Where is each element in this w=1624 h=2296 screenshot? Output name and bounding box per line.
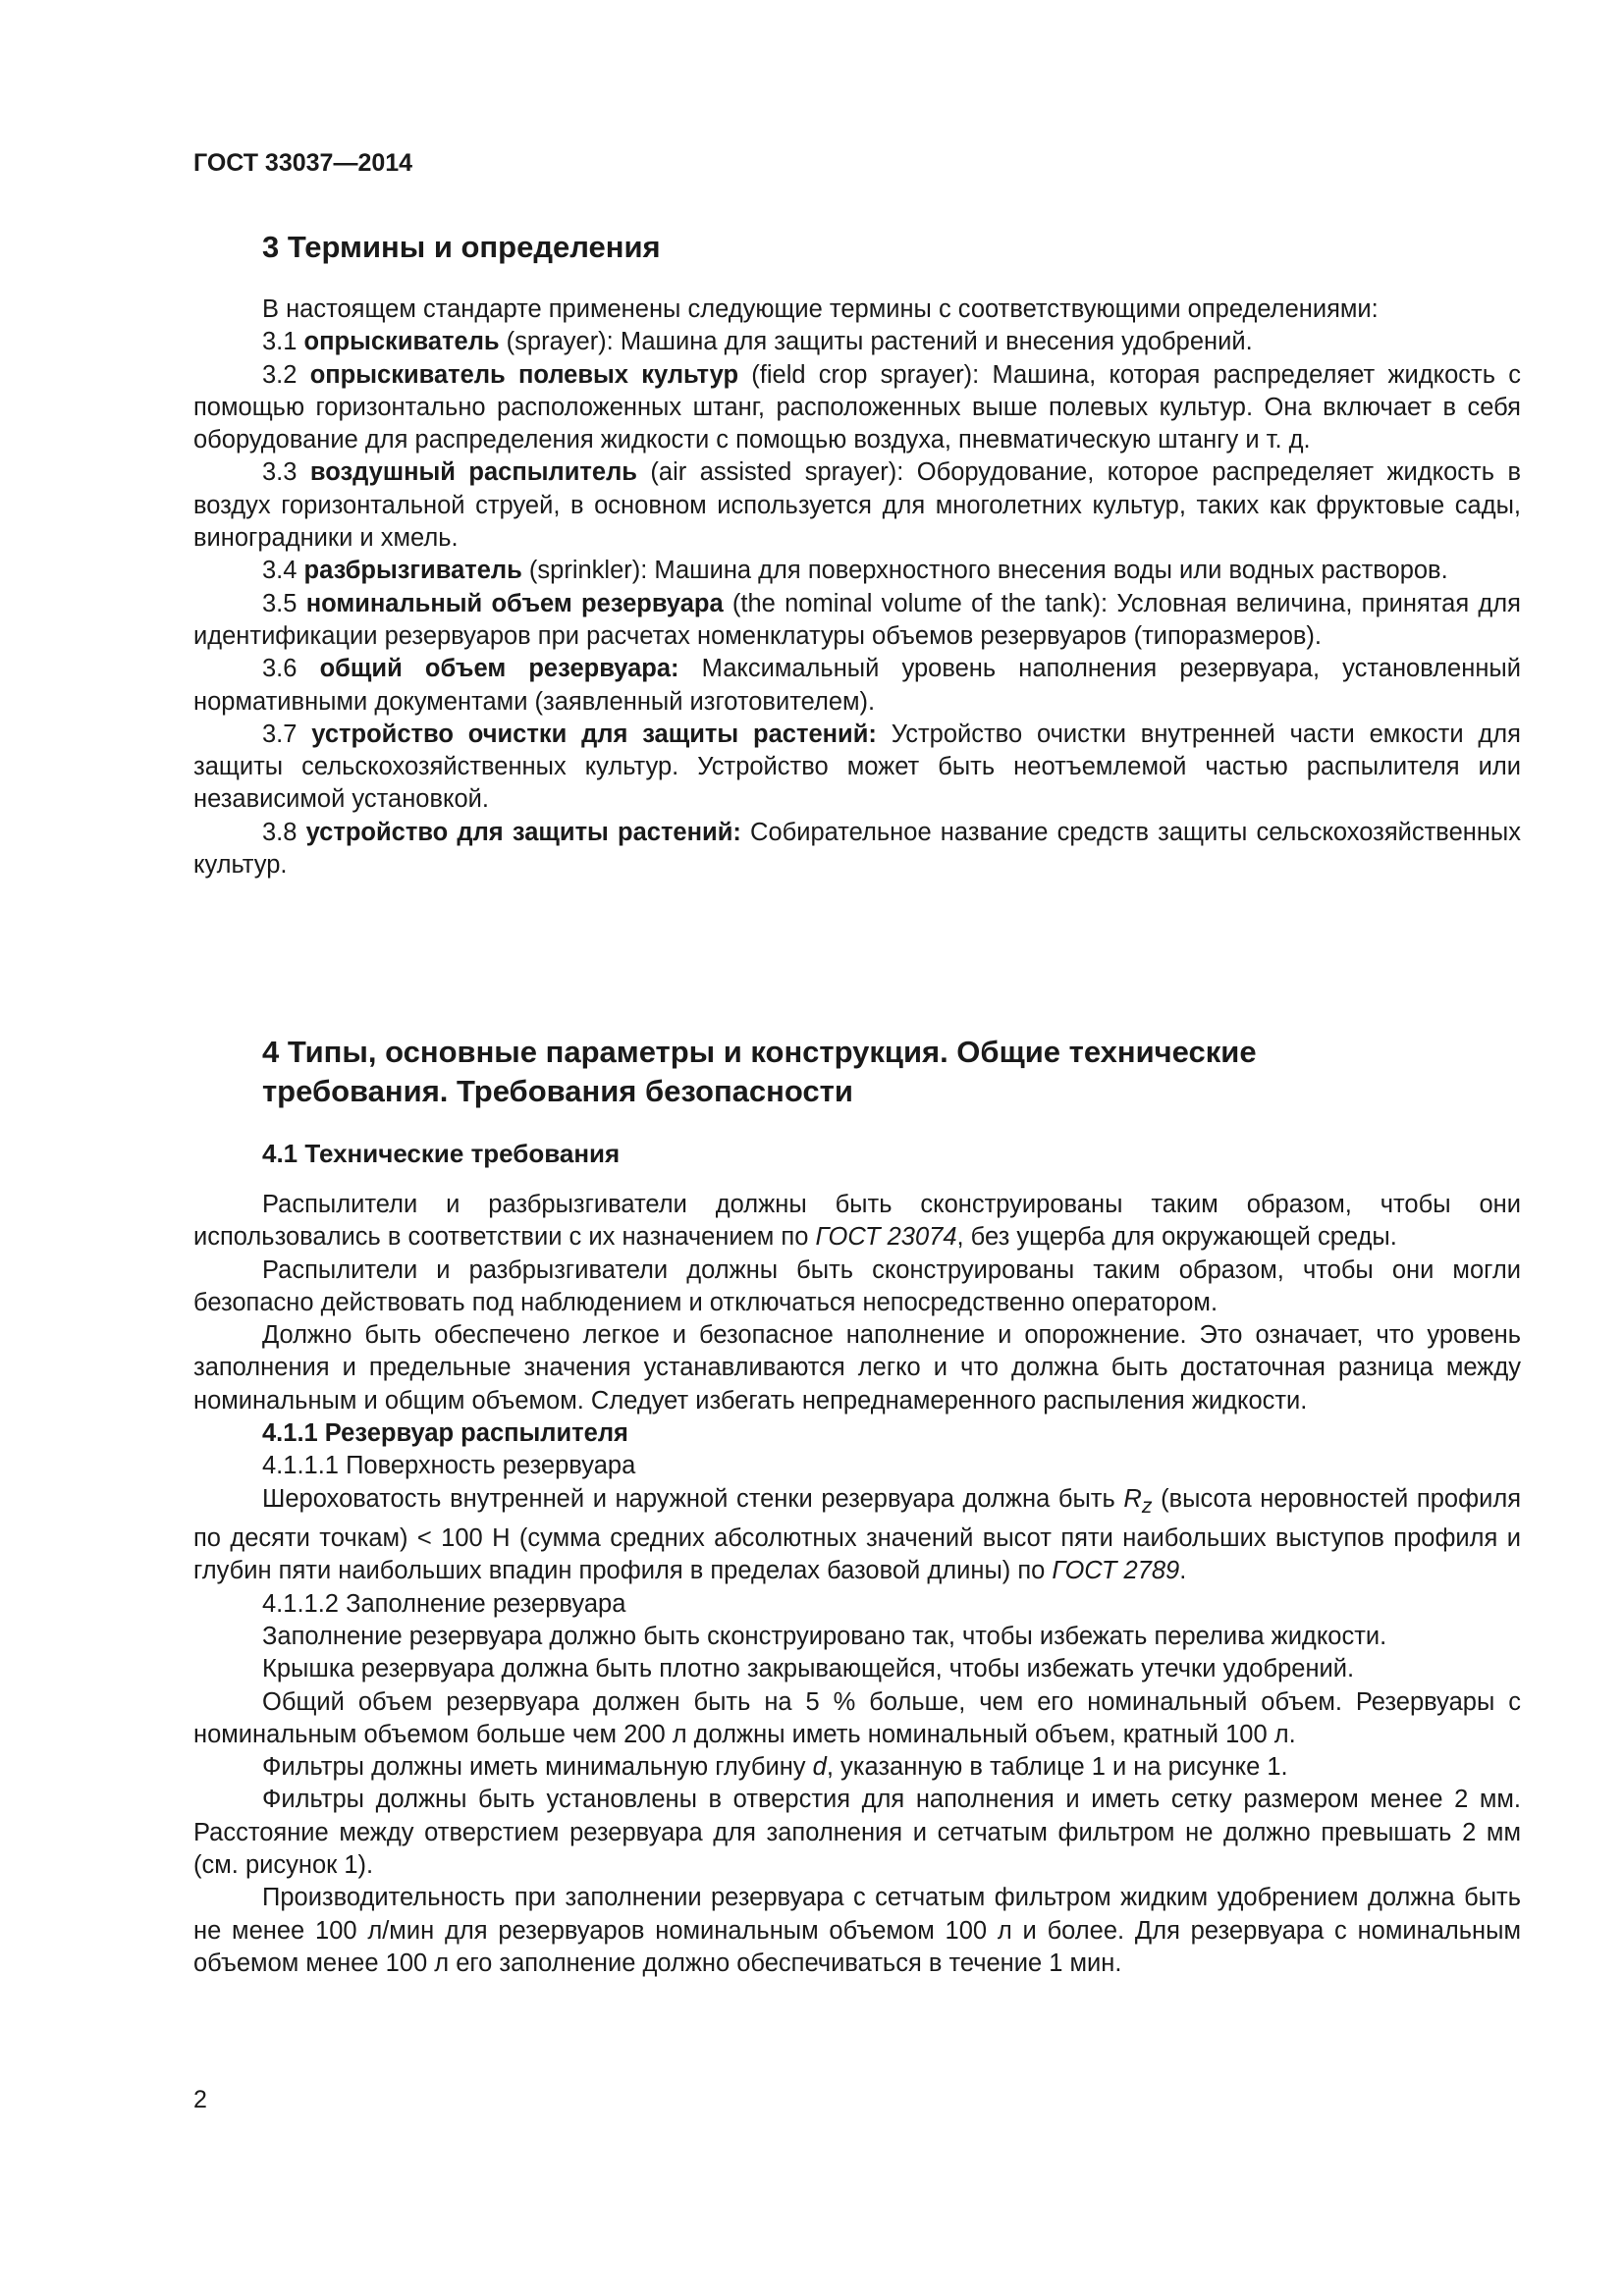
subsection-4-1-1-title: 4.1.1 Резервуар распылителя (262, 1419, 628, 1448)
subsection-4-1-title: 4.1 Технические требования (262, 1139, 621, 1168)
reference-gost-2789: ГОСТ 2789 (1052, 1557, 1180, 1585)
paragraph-4-1-1: Распылители и разбрызгиватели должны быть сконструированы таким образом, чтобы они использовались в соответствии с их назначением по ГОСТ 23074, без ущерба для окружающей среды. (193, 1191, 1521, 1252)
term-3-5: 3.5 номинальный объем резервуара (the nominal volume of the tank): Условная величина, принятая для идентификации резервуаров при расчетах номенклатуры объемов резервуаров (типоразмеров). (193, 589, 1521, 650)
document-header: ГОСТ 33037—2014 (193, 149, 413, 177)
section-3-title: 3 Термины и определения (262, 230, 661, 264)
section-4-title-line-1: 4 Типы, основные параметры и конструкция. Общие технические (262, 1035, 1257, 1069)
paragraph-4-1-2: Распылители и разбрызгиватели должны быть сконструированы таким образом, чтобы они могли безопасно действовать под наблюдением и отключаться непосредственно оператором. (193, 1255, 1521, 1316)
symbol-d: d (812, 1753, 827, 1782)
symbol-z: z (1141, 1493, 1153, 1518)
paragraph-filling-a: Заполнение резервуара должно быть сконструировано так, чтобы избежать перелива жидкости. (262, 1622, 1387, 1650)
item-4-1-1-1-title: 4.1.1.1 Поверхность резервуара (262, 1452, 636, 1480)
section-4-title (193, 1033, 1521, 1111)
paragraph-filling-e: Фильтры должны быть установлены в отверстия для наполнения и иметь сетку размером менее 2 мм. Расстояние между отверстием резервуара для заполнения и сетчатым фильтром не должно превышать 2 мм (см. рисунок 1). (193, 1786, 1521, 1880)
section-3-body (193, 294, 1521, 881)
term-3-7: 3.7 устройство очистки для защиты растений: Устройство очистки внутренней части емкости для защиты сельскохозяйственных культур. Устройство может быть неотъемлемой частью распылителя или независимой установкой. (193, 720, 1521, 814)
term-3-4: 3.4 разбрызгиватель (sprinkler): Машина для поверхностного внесения воды или водных растворов. (262, 557, 1448, 585)
term-3-2: 3.2 опрыскиватель полевых культур (field crop sprayer): Машина, которая распределяет жидкость с помощью горизонтально расположенных штанг, расположенных выше полевых культур. Она включает в себя оборудование для распределения жидкости с помощью воздуха, пневматическую штангу и т. д. (193, 360, 1521, 454)
term-3-6: 3.6 общий объем резервуара: Максимальный уровень наполнения резервуара, установленный нормативными документами (заявленный изготовителем). (193, 655, 1521, 716)
paragraph-filling-b: Крышка резервуара должна быть плотно закрывающейся, чтобы избежать утечки удобрений. (262, 1655, 1355, 1683)
subsection-4-1 (193, 1138, 1521, 1170)
paragraph-filling-d: Фильтры должны иметь минимальную глубину d, указанную в таблице 1 и на рисунке 1. (262, 1753, 1288, 1782)
paragraph-roughness: Шероховатость внутренней и наружной стенки резервуара должна быть $R_z$ (высота неровностей профиля по десяти точкам) < 100 Н (сумма средних абсолютных значений высот пяти наибольших выступов профиля и глубин пяти наибольших впадин профиля в пределах базовой длины) по ГОСТ 2789. (193, 1484, 1522, 1585)
term-3-1: 3.1 опрыскиватель (sprayer): Машина для защиты растений и внесения удобрений. (262, 328, 1253, 356)
paragraph-filling-c: Общий объем резервуара должен быть на 5 % больше, чем его номинальный объем. Резервуары с номинальным объемом больше чем 200 л должны иметь номинальный объем, кратный 100 л. (193, 1687, 1521, 1748)
subsection-4-1-body (193, 1189, 1521, 1980)
symbol-r: R (1123, 1484, 1142, 1513)
section-3 (193, 228, 1521, 267)
item-4-1-1-2-title: 4.1.1.2 Заполнение резервуара (262, 1589, 626, 1618)
section-4 (193, 1033, 1521, 1111)
term-3-8: 3.8 устройство для защиты растений: Собирательное название средств защиты сельскохозяйственных культур. (193, 818, 1521, 880)
reference-gost-23074: ГОСТ 23074 (815, 1223, 957, 1252)
section-3-intro: В настоящем стандарте применены следующие термины с соответствующими определениями: (262, 295, 1379, 323)
page-number: 2 (193, 2086, 207, 2113)
section-4-title-line-2: требования. Требования безопасности (262, 1074, 853, 1108)
paragraph-filling-f: Производительность при заполнении резервуара с сетчатым фильтром жидким удобрением должна быть не менее 100 л/мин для резервуаров номинальным объемом 100 л и более. Для резервуара с номинальным объемом менее 100 л его заполнение должно обеспечиваться в течение 1 мин. (193, 1884, 1521, 1977)
term-3-3: 3.3 воздушный распылитель (air assisted sprayer): Оборудование, которое распределяет жидкость в воздух горизонтальной струей, в основном используется для многолетних культур, таких как фруктовые сады, виноградники и хмель. (193, 458, 1522, 553)
paragraph-4-1-3: Должно быть обеспечено легкое и безопасное наполнение и опорожнение. Это означает, что уровень заполнения и предельные значения устанавливаются легко и что должна быть достаточная разница между номинальным и общим объемом. Следует избегать непреднамеренного распыления жидкости. (193, 1321, 1521, 1415)
